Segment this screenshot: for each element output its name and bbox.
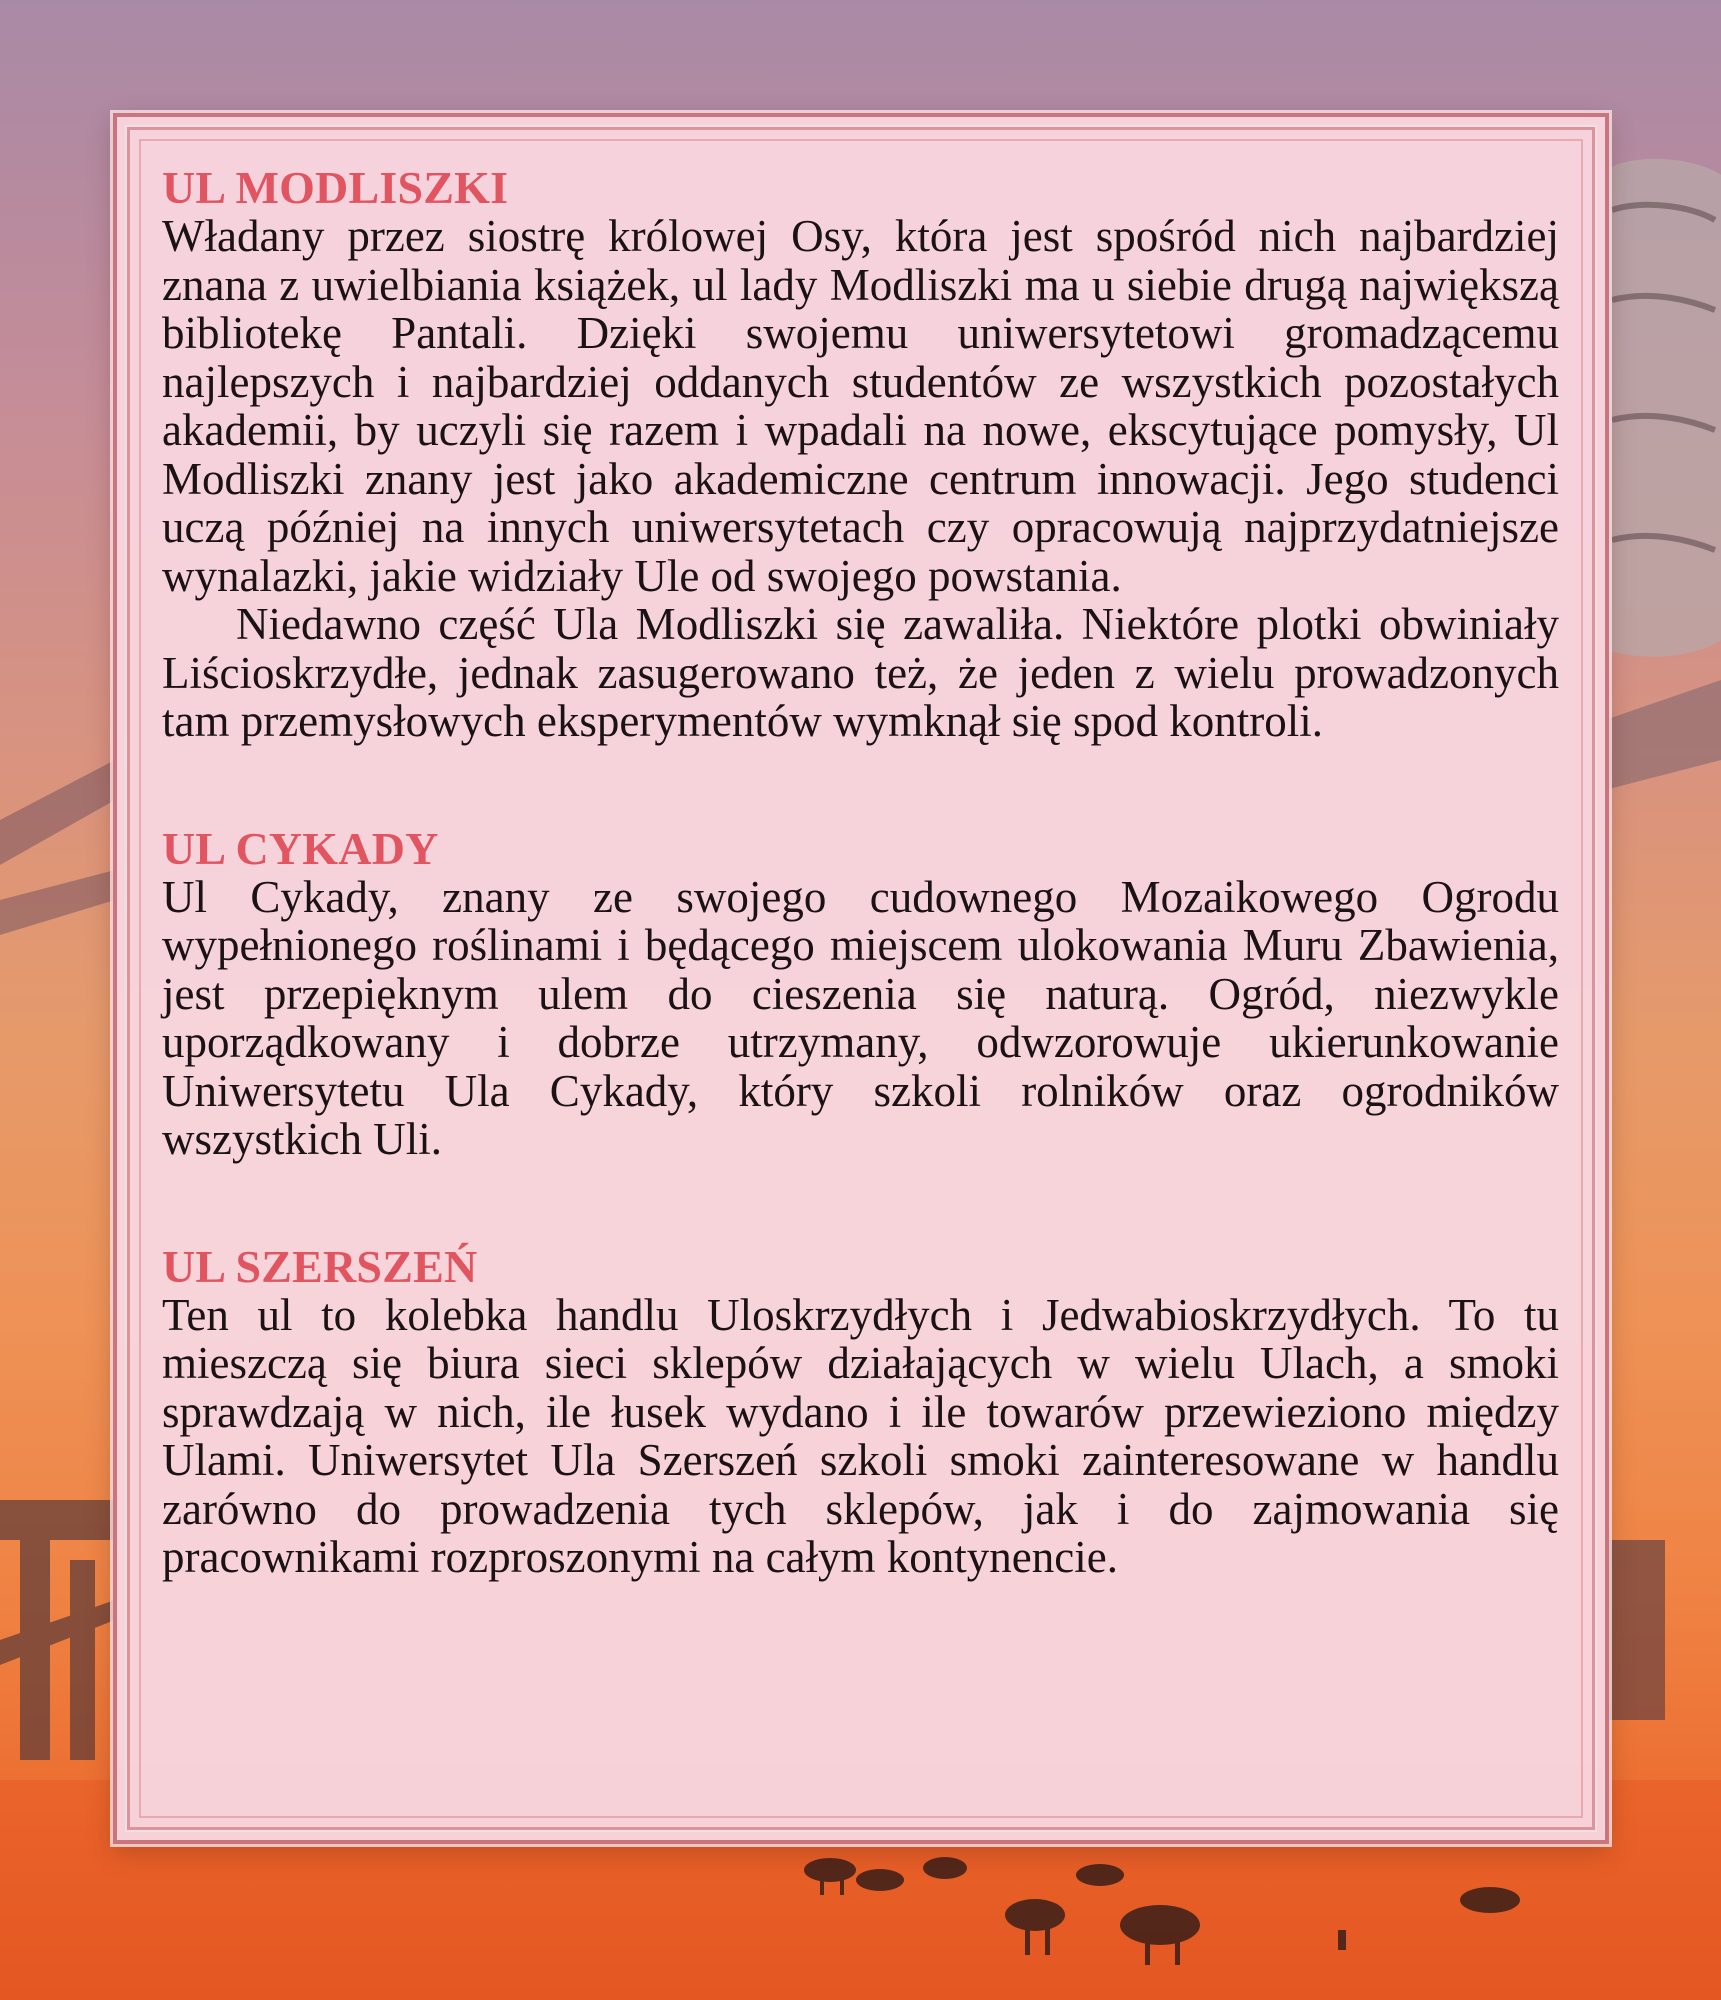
left-ruin-silhouette [0, 1500, 115, 1760]
section-heading: UL MODLISZKI [162, 162, 509, 213]
text-content [162, 163, 1559, 1582]
section-heading: UL SZERSZEŃ [162, 1240, 478, 1292]
section-ul-modliszki [162, 163, 1559, 746]
left-structure-silhouette [0, 760, 115, 935]
section-ul-cykady [162, 824, 1559, 1164]
section-paragraph: Władany przez siostrę królowej Osy, która jest spośród nich najbardziej znana z uwielbiania książek, ul lady Modliszki ma u siebie drugą największą bibliotekę Pantali. Dzięki swojemu uniwersytetowi gromadzącemu najlepszych i najbardziej oddanych studentów ze wszystkich pozostałych akademii, by uczyli się razem i wpadali na nowe, ekscytujące pomysły, Ul Modliszki znany jest jako akademiczne centrum innowacji. Jego studenci uczą później na innych uniwersytetach czy opracowują najprzydatniejsze wynalazki, jakie widziały Ule od swojego powstania. [162, 211, 1559, 601]
section-paragraph: Niedawno część Ula Modliszki się zawaliła. Niektóre plotki obwiniały Liścioskrzydłe, jednak zasugerowano też, że jeden z wielu prowadzonych tam przemysłowych eksperymentów wymknął się spod kontroli. [162, 599, 1559, 746]
section-paragraph: Ten ul to kolebka handlu Uloskrzydłych i Jedwabioskrzydłych. To tu mieszczą się biura sieci sklepów działających w wielu Ulach, a smoki sprawdzają w nich, ile łusek wydano i ile towarów przewieziono między Ulami. Uniwersytet Ula Szerszeń szkoli smoki zainteresowane w handlu zarówno do prowadzenia tych sklepów, jak i do zajmowania się pracownikami rozproszonymi na całym kontynencie. [162, 1289, 1559, 1582]
section-ul-szerszen [162, 1242, 1559, 1582]
right-hive-structure [1605, 159, 1721, 1720]
section-heading: UL CYKADY [162, 822, 439, 874]
section-paragraph: Ul Cykady, znany ze swojego cudownego Mozaikowego Ogrodu wypełnionego roślinami i będącego miejscem ulokowania Muru Zbawienia, jest przepięknym ulem do cieszenia się naturą. Ogród, niezwykle uporządkowany i dobrze utrzymany, odwzorowuje ukierunkowanie Uniwersytetu Ula Cykady, który szkoli rolników oraz ogrodników wszystkich Uli. [162, 871, 1559, 1164]
